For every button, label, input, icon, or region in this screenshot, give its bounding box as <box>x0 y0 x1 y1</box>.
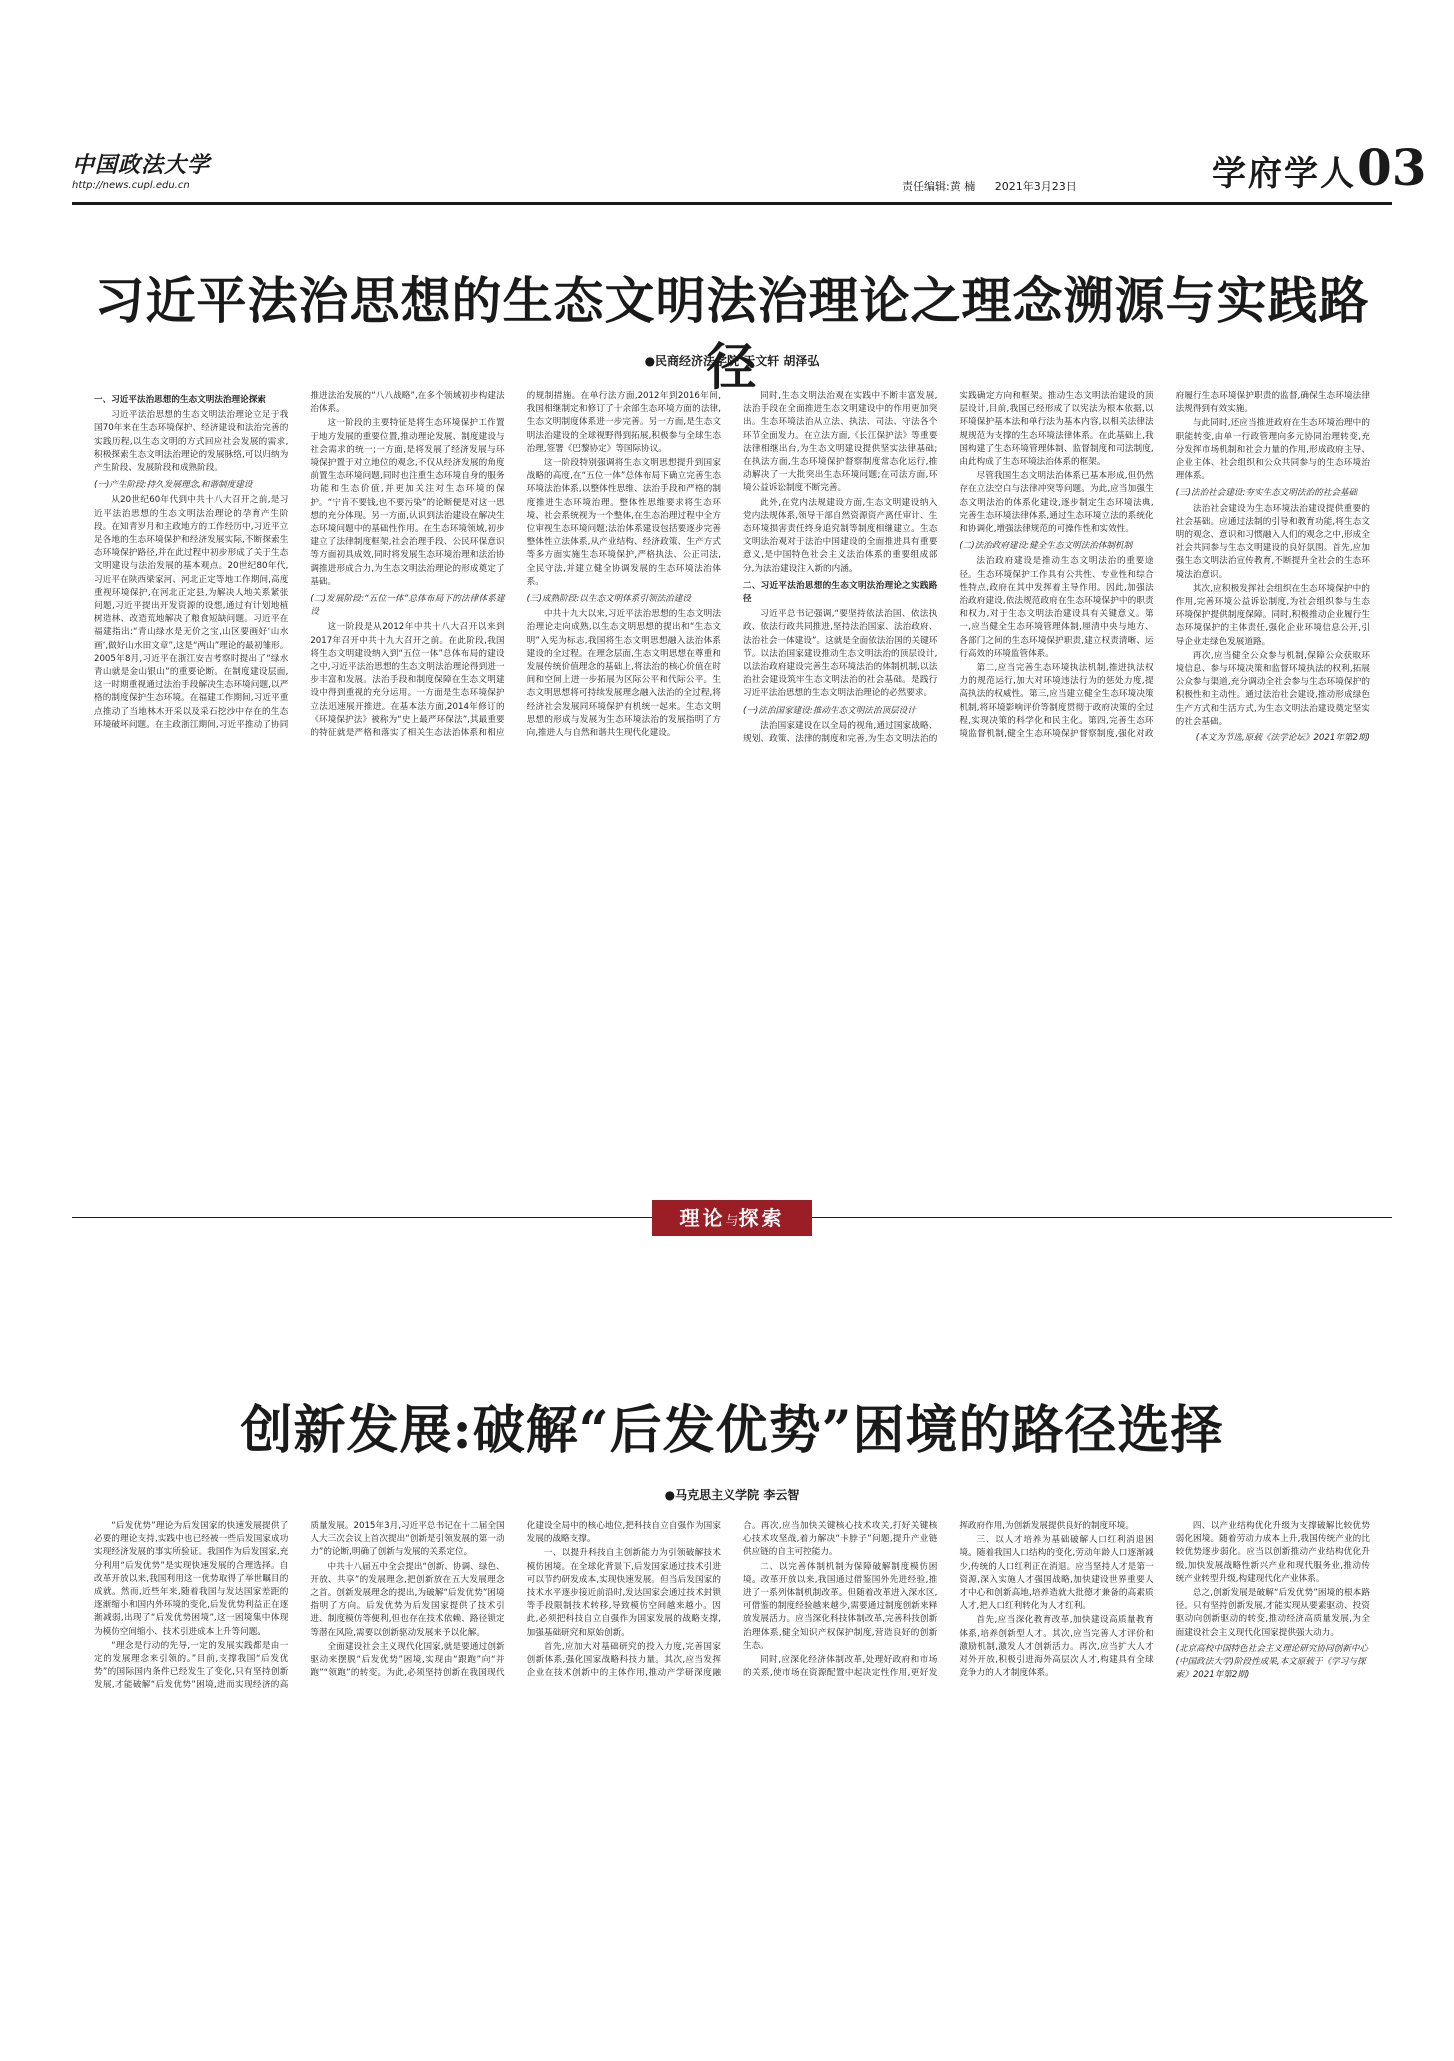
article1-body <box>94 390 1370 1174</box>
masthead-url[interactable]: http://news.cupl.edu.cn <box>72 180 190 191</box>
banner-right: 探索 <box>738 1206 785 1230</box>
banner-left: 理论 <box>679 1206 726 1230</box>
column-banner <box>652 1200 812 1236</box>
paragraph: 这一阶段的主要特征是将生态环境保护工作置于地方发展的重要位置,推动理论发展、制度建设与社会需求的统一;一方面,是将发展了经济发展与环境保护置于对立地位的观念,不仅从经济发展的角度前置生态环境问题,同时也注重生态环境自身的服务功能和生态价值,并更加关注对生态环境的保护。“宁肯不要钱,也不要污染”的论断便是对这一思想的充分体现。另一方面,认识到法治建设在解决生态环境问题中的基础性作用。在生态环境领域,初步建立了法律制度框架,社会治理手段、公民环保意识等方面初具成效,同时将发展生态环境治理和法治协调推进形成合力,为生态文明法治理论的形成奠定了基础。 <box>310 418 505 587</box>
paragraph: 从20世纪60年代到中共十八大召开之前,是习近平法治思想的生态文明法治理论的孕育产生阶段。在知青岁月和主政地方的工作经历中,习近平立足各地的生态环境保护和经济发展实际,不断探索生态环境保护路径,并在此过程中初步形成了关于生态文明建设与法治发展的基本观点。20世纪80年代,习近平在陕西梁家河、河北正定等地工作期间,高度重视环境保护,在河北正定县,为解决人地关系紧张问题,习近平提出开发资源的设想,通过有计划地植树造林、改造荒地解决了粮食短缺问题。习近平在福建指出:“青山绿水是无价之宝,山区要画好‘山水画’,做好山水田文章”,这是“两山”理论的最初雏形。2005年8月,习近平在浙江安吉考察时提出了“绿水青山就是金山银山”的重要论断。在制度建设层面,这一时期重视通过法治手段解决生态环境问题,以严格的制度保护生态环境。在福建工作期间,习近平重点推动了当地林木开采以及采石挖沙中存在的生态环境破坏问题。在主政浙江期间,习近平推动了协同推进法治发展的“八八战略”,在多个领域初步构建法治体系。 <box>94 391 505 730</box>
paragraph: “后发优势”理论为后发国家的快速发展提供了必要的理论支持,实践中也已经被一些后发国家成功实现经济发展的事实所验证。我国作为后发国家,充分利用“后发优势”是实现快速发展的合理选择。自改革开放以来,我国利用这一优势取得了举世瞩目的成就。然而,近些年来,随着我国与发达国家差距的逐渐缩小和国内外环境的变化,后发优势利益正在逐渐减弱,出现了“后发优势困境”,这一困境集中体现为模仿空间缩小、技术引进成本上升等问题。 <box>94 1521 289 1637</box>
paragraph: 习近平总书记强调,“要坚持依法治国、依法执政、依法行政共同推进,坚持法治国家、法治政府、法治社会一体建设”。这就是全面依法治国的关键环节。以法治国家建设推动生态文明法治的顶层设计,以法治政府建设完善生态环境法治的体制机制,以法治社会建设筑牢生态文明法治的社会基础。是践行习近平法治思想的生态文明法治理论的必然要求。 <box>742 609 938 699</box>
article1-subheading: (三)法治社会建设:夯实生态文明法治的社会基础 <box>1175 488 1358 499</box>
article1-byline: ●民商经济法学院 于文轩 胡泽弘 <box>644 354 820 368</box>
article2-body <box>94 1520 1370 1990</box>
article1-subheading: (一)法治国家建设:推动生态文明法治顶层设计 <box>742 705 916 716</box>
article1-subheading: (一)产生阶段:持久发展理念,和谐制度建设 <box>94 480 253 491</box>
paragraph: 这一阶段是从2012年中共十八大召开以来到2017年召开中共十九大召开之前。在此阶段,我国将生态文明建设纳入到“五位一体”总体布局的建设之中,习近平法治思想的生态文明法治理论得到进一步丰富和发展。法治手段和制度保障在生态文明建设中得到重视的充分运用。一方面是生态环境保护立法迅速展开推进。在基本法方面,2014年修订的《环境保护法》被称为“史上最严环保法”,其最重要的特征就是严格和落实了相关生态法治体系和相应的规制措施。在单行法方面,2012年到2016年间,我国相继制定和修订了十余部生态环境方面的法律,生态文明制度体系进一步完善。另一方面,是生态文明法治建设的全球视野得到拓展,积极参与全球生态治理,签署《巴黎协定》等国际协议。 <box>310 391 721 739</box>
paragraph: 法治社会建设为生态环境法治建设提供重要的社会基础。应通过法制的引导和教育功能,将生态文明的观念、意识和习惯融入人们的观念之中,形成全社会共同参与生态文明建设的良好氛围。首先,应加强生态文明法治宣传教育,不断提升全社会的生态环境法治意识。 <box>1175 503 1370 580</box>
paragraph: 首先,应当深化教育改革,加快建设高质量教育体系,培养创新型人才。其次,应当完善人才评价和激励机制,激发人才创新活力。再次,应当扩大人才对外开放,积极引进海外高层次人才,构建具有全球竞争力的人才制度体系。 <box>959 1615 1154 1679</box>
paragraph: 同时,生态文明法治观在实践中不断丰富发展,法治手段在全面推进生态文明建设中的作用更加突出。生态环境法治从立法、执法、司法、守法各个环节全面发力。在立法方面,《长江保护法》等重要法律相继出台,为生态文明建设提供坚实法律基础;在执法方面,生态环境保护督察制度常态化运行,推动解决了一大批突出生态环境问题;在司法方面,环境公益诉讼制度不断完善。 <box>742 391 938 494</box>
paragraph: 四、以产业结构优化升级为支撑破解比较优势弱化困境。随着劳动力成本上升,我国传统产业的比较优势逐步弱化。应当以创新推动产业结构优化升级,加快发展战略性新兴产业和现代服务业,推动传统产业转型升级,构建现代化产业体系。 <box>1175 1521 1370 1584</box>
article1-subheading: (三)成熟阶段:以生态文明体系引领法治建设 <box>526 594 691 605</box>
paragraph: 三、以人才培养为基础破解人口红利消退困境。随着我国人口结构的变化,劳动年龄人口逐渐减少,传统的人口红利正在消退。应当坚持人才是第一资源,深入实施人才强国战略,加快建设世界重要人才中心和创新高地,培养造就大批德才兼备的高素质人才,把人口红利转化为人才红利。 <box>959 1535 1154 1612</box>
paragraph: 中共十九大以来,习近平法治思想的生态文明法治理论走向成熟,以生态文明思想的提出和“生态文明”入宪为标志,我国将生态文明思想融入法治体系建设的全过程。在理念层面,生态文明思想在尊重和发展传统价值理念的基础上,将法治的核心价值在时间和空间上进一步拓展为区际公平和代际公平。生态文明思想将可持续发展理念融入法治的全过程,将经济社会发展同环境保护有机统一起来。生态文明思想的形成与发展为生态环境法治的发展指明了方向,推进人与自然和谐共生现代化建设。 <box>526 609 721 739</box>
article1-title: 习近平法治思想的生态文明法治理论之理念溯源与实践路径 <box>94 271 1370 396</box>
article1-subheading: (二)发展阶段:“五位一体”总体布局下的法律体系建设 <box>310 594 505 618</box>
section-name: 学府学人 <box>1212 154 1356 194</box>
banner-and: 与 <box>725 1214 739 1229</box>
article1-heading: 二、习近平法治思想的生态文明法治理论之实践路径 <box>742 580 938 605</box>
header-meta <box>902 178 1093 194</box>
paragraph: 同时,应深化经济体制改革,处理好政府和市场的关系,使市场在资源配置中起决定性作用,更好发挥政府作用,为创新发展提供良好的制度环境。 <box>742 1521 1134 1679</box>
paragraph: 再次,应当健全公众参与机制,保障公众获取环境信息、参与环境决策和监督环境执法的权利,拓展公众参与渠道,充分调动全社会参与生态环境保护的积极性和主动性。通过法治社会建设,推动形成绿色生产方式和生活方式,为生态文明法治建设奠定坚实的社会基础。 <box>1175 650 1370 727</box>
article1-source: (本文为节选,原载《法学论坛》2021年第2期) <box>1195 733 1370 744</box>
article1-subheading: (二)法治政府建设:健全生态文明法治体制机制 <box>959 541 1133 552</box>
article1-heading: 一、习近平法治思想的生态文明法治理论探索 <box>94 395 266 405</box>
paragraph: 中共十八届五中全会提出“创新、协调、绿色、开放、共享”的发展理念,把创新放在五大发展理念之首。创新发展理念的提出,为破解“后发优势”困境指明了方向。后发优势为后发国家提供了技术引进、制度模仿等便利,但也存在技术依赖、路径锁定等潜在风险,需要以创新驱动发展来予以化解。 <box>310 1561 505 1638</box>
paragraph: 一、以提升科技自主创新能力为引领破解技术模仿困境。在全球化背景下,后发国家通过技术引进可以节约研发成本,实现快速发展。但当后发国家的技术水平逐步接近前沿时,发达国家会通过技术封锁等手段限制技术转移,导致模仿空间越来越小。因此,必须把科技自立自强作为国家发展的战略支撑,加强基础研究和原始创新。 <box>526 1548 721 1638</box>
paragraph: 法治政府建设是推动生态文明法治的重要途径。生态环境保护工作具有公共性、专业性和综合性特点,政府在其中发挥着主导作用。因此,加强法治政府建设,依法规范政府在生态环境保护中的职责和权力,对于生态文明法治建设具有关键意义。第一,应当健全生态环境管理体制,厘清中央与地方、各部门之间的生态环境保护职责,建立权责清晰、运行高效的环境监管体系。 <box>959 556 1154 659</box>
paragraph: 二、以完善体制机制为保障破解制度模仿困境。改革开放以来,我国通过借鉴国外先进经验,推进了一系列体制机制改革。但随着改革进入深水区,可借鉴的制度经验越来越少,需要通过制度创新来释放发展活力。应当深化科技体制改革,完善科技创新治理体系,健全知识产权保护制度,营造良好的创新生态。 <box>742 1561 938 1651</box>
issue-date: 2021年3月23日 <box>994 180 1077 193</box>
paragraph: “理念是行动的先导,一定的发展实践都是由一定的发展理念来引领的。”目前,支撑我国“后发优势”的国际国内条件已经发生了变化,只有坚持创新发展,才能破解“后发优势”困境,进而实现经济的高质量发展。2015年3月,习近平总书记在十二届全国人大三次会议上首次提出“创新是引领发展的第一动力”的论断,明确了创新与发展的关系定位。 <box>94 1521 505 1691</box>
paragraph: 习近平法治思想的生态文明法治理论立足于我国70年来在生态环境保护、经济建设和法治完善的实践历程,以生态文明的方式回应社会发展的需求,积极探索生态文明法治理论的发展脉络,可以归纳为产生阶段、发展阶段和成熟阶段。 <box>94 410 289 474</box>
paragraph: 法治国家建设在以全局的视角,通过国家战略、规划、政策、法律的制度和完善,为生态文明法治的实践确定方向和框架。推动生态文明法治建设的顶层设计,目前,我国已经形成了以宪法为根本依据,以环境保护基本法和单行法为基本内容,以相关法律法规规范为支撑的生态环境法律体系。在此基础上,我国构建了生态环境管理体制、监督制度和司法制度,由此构成了生态环境法治体系的框架。 <box>742 391 1154 745</box>
page-header <box>72 138 1427 200</box>
header-rule <box>72 202 1392 205</box>
paragraph: 总之,创新发展是破解“后发优势”困境的根本路径。只有坚持创新发展,才能实现从要素驱动、投资驱动向创新驱动的转变,推动经济高质量发展,为全面建设社会主义现代化国家提供强大动力。 <box>1175 1588 1370 1638</box>
paragraph: 首先,应加大对基础研究的投入力度,完善国家创新体系,强化国家战略科技力量。其次,应当发挥企业在技术创新中的主体作用,推动产学研深度融合。再次,应当加快关键核心技术攻关,打好关键核心技术攻坚战,着力解决“卡脖子”问题,提升产业链供应链的自主可控能力。 <box>526 1521 938 1679</box>
paragraph: 第二,应当完善生态环境执法机制,推进执法权力的规范运行,加大对环境违法行为的惩处力度,提高执法的权威性。第三,应当建立健全生态环境决策机制,将环境影响评价等制度贯彻于政府决策的全过程,实现决策的科学化和民主化。第四,完善生态环境监督机制,健全生态环境保护督察制度,强化对政府履行生态环境保护职责的监督,确保生态环境法律法规得到有效实施。 <box>959 391 1370 740</box>
paragraph: 这一阶段特别强调将生态文明思想提升到国家战略的高度,在“五位一体”总体布局下确立完善生态环境法治体系,以整体性思维、法治手段和严格的制度推进生态环境治理。整体性思维要求将生态环境、社会系统视为一个整体,在生态治理过程中全方位审视生态环境问题;法治体系建设包括要逐步完善整体性立法体系,从产业结构、经济政策、生产方式等多方面实施生态环境保护,严格执法、公正司法,全民守法,并建立健全协调发展的生态环境法治体系。 <box>526 458 721 587</box>
article2-byline: ●马克思主义学院 李云智 <box>664 1488 800 1502</box>
paragraph: 全面建设社会主义现代化国家,就是要通过创新驱动来摆脱“后发优势”困境,实现由“跟跑”向“并跑”“领跑”的转变。为此,必须坚持创新在我国现代化建设全局中的核心地位,把科技自立自强作为国家发展的战略支撑。 <box>310 1521 721 1679</box>
editor-credit: 责任编辑:黄 楠 <box>902 180 976 193</box>
paragraph: 与此同时,还应当推进政府在生态环境治理中的职能转变,由单一行政管理向多元协同治理转变,充分发挥市场机制和社会力量的作用,形成政府主导、企业主体、社会组织和公众共同参与的生态环境治理体系。 <box>1175 418 1370 482</box>
paragraph: 尽管我国生态文明法治体系已基本形成,但仍然存在立法空白与法律冲突等问题。为此,应当加强生态文明法治的体系化建设,逐步制定生态环境法典,完善生态环境法律体系,通过生态环境立法的系统化和协调化,增强法律规范的可操作性和实效性。 <box>959 471 1154 535</box>
article2-title: 创新发展:破解“后发优势”困境的路径选择 <box>240 1400 1224 1461</box>
article2-source: (北京高校中国特色社会主义理论研究协同创新中心(中国政法大学)阶段性成果,本文原载于《学习与探索》2021年第2期) <box>1175 1643 1369 1681</box>
paragraph: 其次,应积极发挥社会组织在生态环境保护中的作用,完善环境公益诉讼制度,为社会组织参与生态环境保护提供制度保障。同时,积极推动企业履行生态环境保护的主体责任,强化企业环境信息公开,引导企业走绿色发展道路。 <box>1175 583 1370 647</box>
masthead-logo: 中国政法大学 <box>72 152 211 178</box>
page-number: 03 <box>1357 138 1427 197</box>
paragraph: 此外,在党内法规建设方面,生态文明建设纳入党内法规体系,领导干部自然资源资产离任审计、生态环境损害责任终身追究制等制度相继建立。生态文明法治观对于法治中国建设的全面推进具有重要意义,是中国特色社会主义法治体系的重要组成部分,为法治建设注入新的内涵。 <box>742 497 938 574</box>
